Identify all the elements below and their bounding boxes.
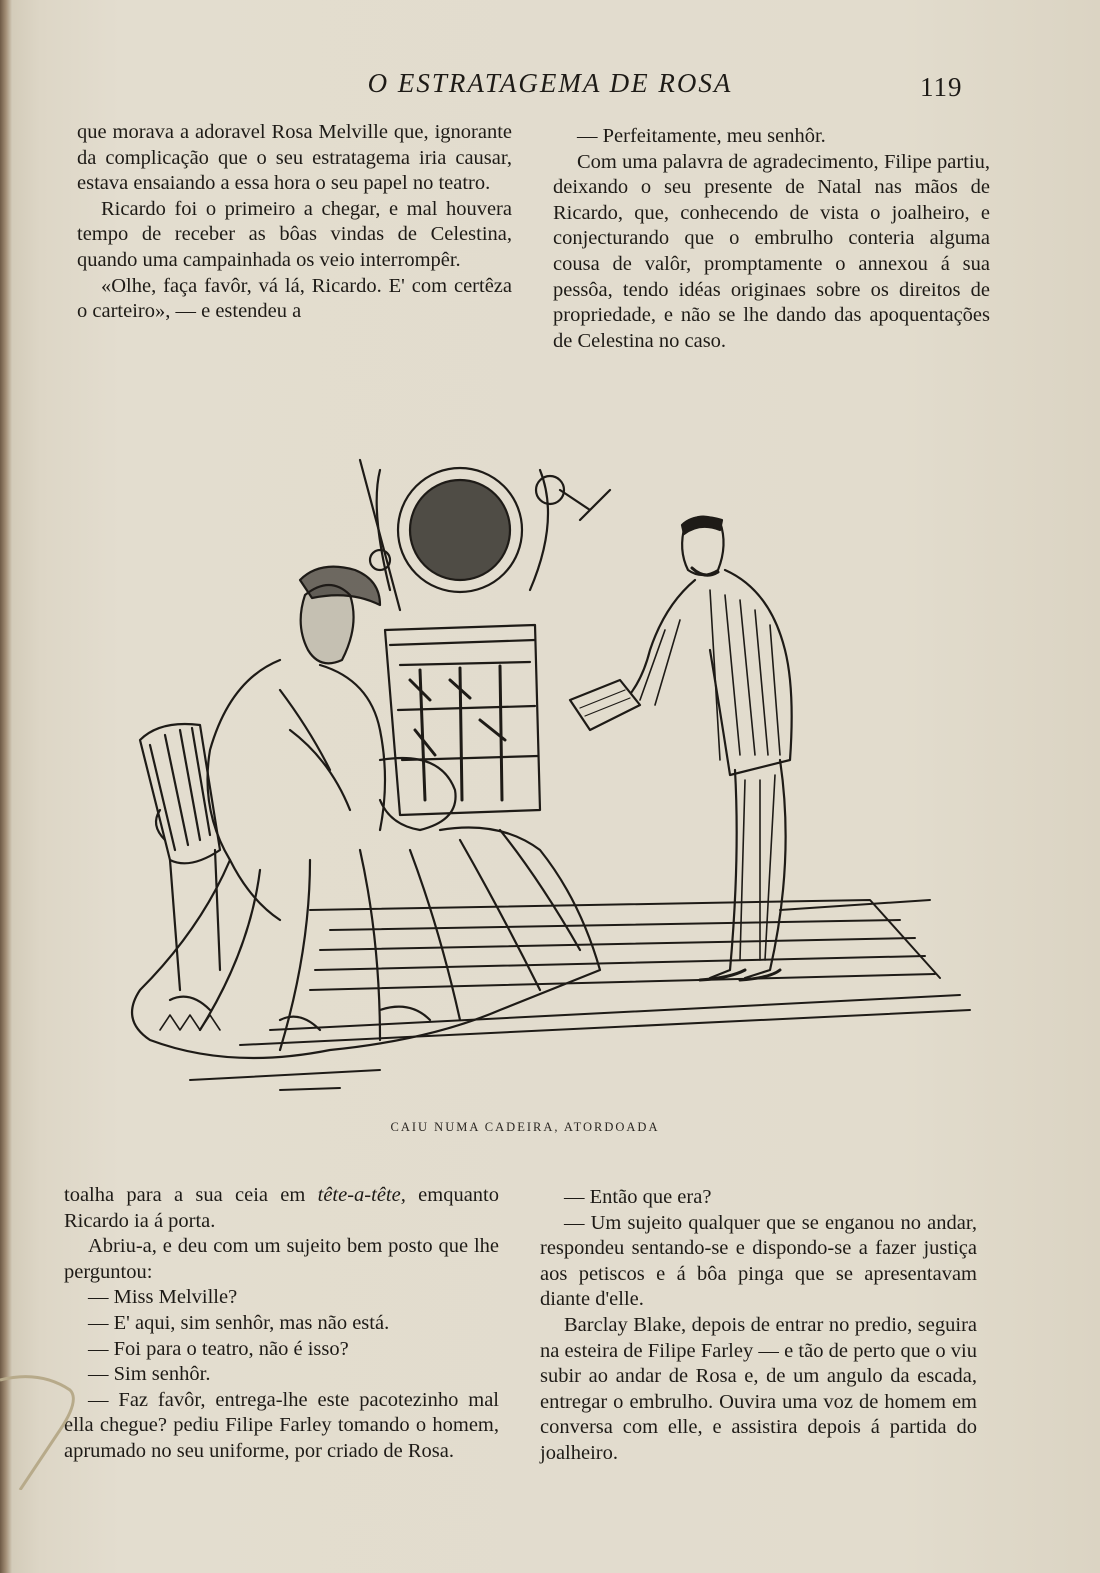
dialogue-line: — Foi para o teatro, não é isso? xyxy=(88,1337,349,1360)
paragraph: — Perfeitamente, meu senhôr. xyxy=(577,125,826,147)
illustration-woman-and-jeweler xyxy=(80,430,980,1100)
paragraph: Ricardo foi o primeiro a chegar, e mal houvera tempo de receber as bôas vindas de Celestina, quando uma campainhada os veio interrompêr. xyxy=(77,197,512,271)
running-title: O ESTRATAGEMA DE ROSA xyxy=(367,68,733,98)
dialogue-line: — Miss Melville? xyxy=(88,1286,238,1309)
paragraph: «Olhe, faça favôr, vá lá, Ricardo. E' com certêza o carteiro», — e estendeu a xyxy=(77,274,512,323)
book-spine-shadow xyxy=(0,0,12,1573)
dialogue-line: — Sim senhôr. xyxy=(88,1363,211,1386)
dialogue-line: — Faz favôr, entrega-lhe este pacotezinho mal ella chegue? pediu Filipe Farley tomando o homem, aprumado no seu uniforme, por criado de Rosa. xyxy=(64,1388,499,1462)
standing-man-jeweler xyxy=(570,517,792,980)
dialogue-line: — Então que era? xyxy=(564,1186,712,1208)
paragraph: Barclay Blake, depois de entrar no predio, seguira na esteira de Filipe Farley — e tão de perto que o viu subir ao andar de Rosa e, de um angulo da escada, entregar o embrulho. Ouvira uma voz de homem em conversa com elle, e assistira depois á partida do joalheiro. xyxy=(540,1313,977,1464)
bottom-left-column xyxy=(64,1183,499,1465)
paragraph: que morava a adoravel Rosa Melville que, ignorante da complicação que o seu estratagema iria causar, estava ensaiando a essa hora o seu papel no teatro. xyxy=(77,121,512,195)
text-run: toalha para a sua ceia em xyxy=(64,1184,318,1206)
floor-rug xyxy=(190,900,970,1090)
text-run: emquanto Ricardo ia á porta. xyxy=(64,1184,499,1232)
dialogue-line: — Um sujeito qualquer que se enganou no andar, respondeu sentando-se e dispondo-se a fazer justiça aos petiscos e á bôa pinga que se apresentavam diante d'elle. xyxy=(540,1211,977,1311)
dialogue-line: — E' aqui, sim senhôr, mas não está. xyxy=(88,1311,390,1334)
italic-phrase: tête-a-tête, xyxy=(317,1184,406,1206)
bottom-right-column xyxy=(540,1185,977,1467)
top-left-column xyxy=(77,120,512,325)
paragraph xyxy=(64,1183,499,1234)
top-right-column xyxy=(553,124,990,354)
paragraph: Com uma palavra de agradecimento, Filipe partiu, deixando o seu presente de Natal nas mãos de Ricardo, que, conhecendo de vista o joalheiro, e conjecturando que o embrulho conteria alguma cousa de valôr, promptamente o annexou á sua pessôa, tendo idéas originaes sobre os direitos de propriedade, e não se lhe dando das apoquentações de Celestina no caso. xyxy=(553,150,990,352)
cabinet-with-clock xyxy=(360,460,610,815)
illustration-caption: CAIU NUMA CADEIRA, ATORDOADA xyxy=(390,1120,660,1134)
bookmark-string xyxy=(0,1370,100,1490)
page-number: 119 xyxy=(920,72,963,102)
paragraph: Abriu-a, e deu com um sujeito bem posto que lhe perguntou: xyxy=(64,1235,499,1283)
